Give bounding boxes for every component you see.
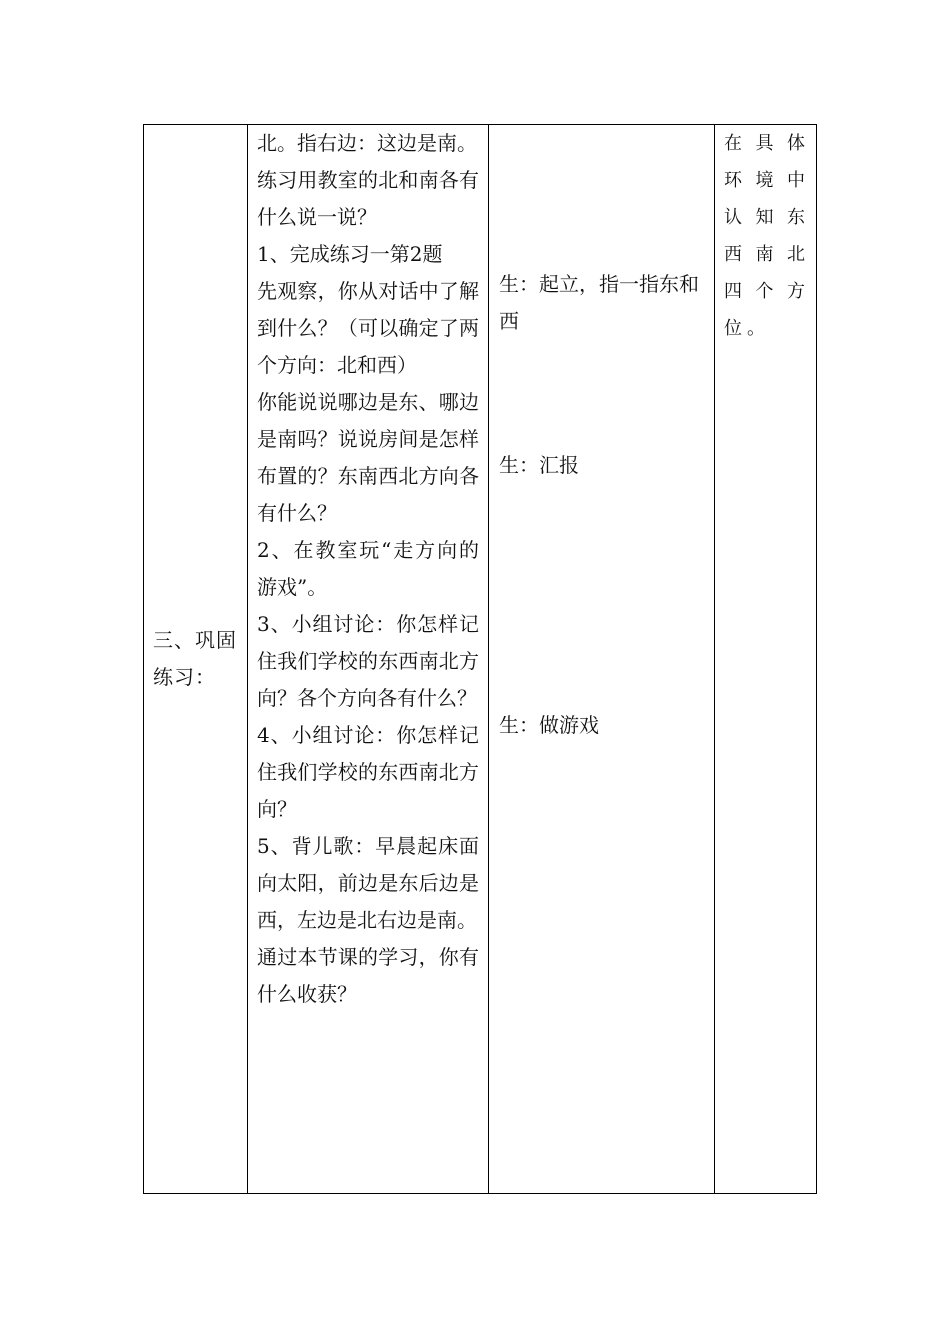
teacher-line: 4、小组讨论：你怎样记住我们学校的东西南北方向？: [257, 723, 479, 821]
teacher-activity-cell: [248, 125, 489, 1194]
teacher-line: 练习用教室的北和南各有什么说一说？: [257, 168, 479, 229]
teacher-line: 1、完成练习一第2题: [257, 242, 443, 266]
teacher-line: 5、背儿歌：早晨起床面向太阳，前边是东后边是西，左边是北右边是南。: [257, 834, 479, 932]
student-item: 生：汇报: [499, 453, 579, 477]
design-intent-text-end: 位。: [724, 318, 770, 339]
teacher-line: 先观察，你从对话中了解到什么？（可以确定了两个方向：北和西）: [257, 279, 479, 377]
table-row: [144, 125, 817, 1194]
student-item: 生：做游戏: [499, 713, 599, 737]
teacher-line: 通过本节课的学习，你有什么收获？: [257, 945, 479, 1006]
design-intent-text: 在具体环境中认知东西南北四个方: [724, 133, 810, 302]
teacher-line: 2、在教室玩“走方向的游戏”。: [257, 538, 479, 599]
student-item: 生：起立，指一指东和西: [499, 272, 699, 333]
teacher-activity-list: [257, 125, 479, 1013]
teacher-line: 北。指右边：这边是南。: [257, 131, 477, 155]
stage-cell: [144, 125, 248, 1194]
teacher-line: 你能说说哪边是东、哪边是南吗？说说房间是怎样布置的？东南西北方向各有什么？: [257, 390, 479, 525]
stage-label: 三、巩固练习：: [153, 628, 237, 689]
design-intent-cell: [715, 125, 817, 1194]
teacher-line: 3、小组讨论：你怎样记住我们学校的东西南北方向？各个方向各有什么？: [257, 612, 479, 710]
lesson-plan-table: [143, 124, 817, 1194]
student-activity-cell: [489, 125, 715, 1194]
